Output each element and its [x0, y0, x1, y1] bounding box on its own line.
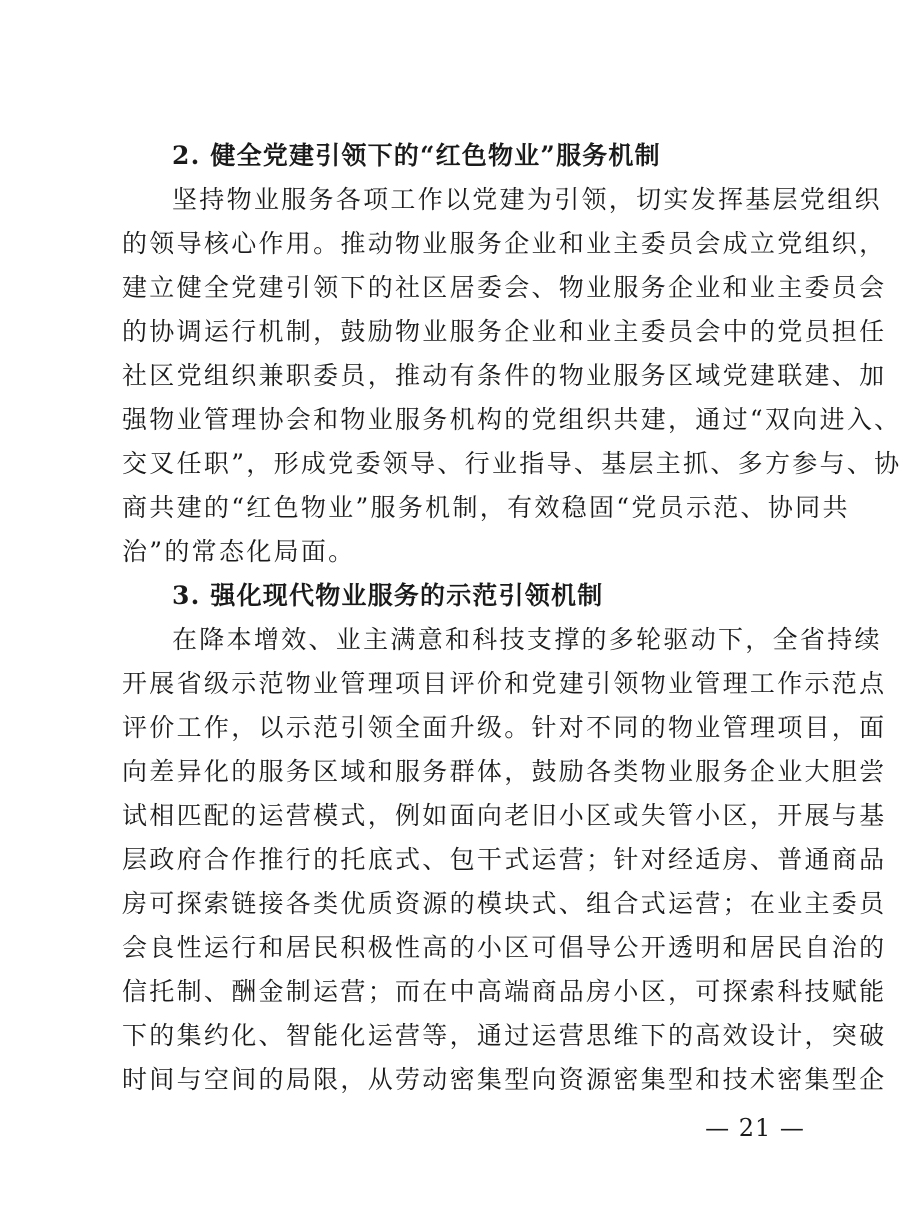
section-2-heading: 2. 健全党建引领下的“红色物业”服务机制: [172, 141, 661, 170]
paragraph-line: 试相匹配的运营模式，例如面向老旧小区或失管小区，开展与基: [122, 801, 887, 830]
paragraph-line: 坚持物业服务各项工作以党建为引领，切实发挥基层党组织: [172, 185, 882, 214]
paragraph-line: 房可探索链接各类优质资源的模块式、组合式运营；在业主委员: [122, 889, 887, 918]
paragraph-line: 在降本增效、业主满意和科技支撑的多轮驱动下，全省持续: [172, 625, 882, 654]
paragraph-line: 开展省级示范物业管理项目评价和党建引领物业管理工作示范点: [122, 669, 887, 698]
paragraph-line: 社区党组织兼职委员，推动有条件的物业服务区域党建联建、加: [122, 361, 887, 390]
paragraph-line: 治”的常态化局面。: [122, 537, 356, 566]
paragraph-line: 层政府合作推行的托底式、包干式运营；针对经适房、普通商品: [122, 845, 887, 874]
paragraph-line: 交叉任职”，形成党委领导、行业指导、基层主抓、多方参与、协: [122, 449, 902, 478]
paragraph-line: 会良性运行和居民积极性高的小区可倡导公开透明和居民自治的: [122, 933, 887, 962]
page-number: — 21 —: [705, 1114, 805, 1142]
paragraph-line: 向差异化的服务区域和服务群体，鼓励各类物业服务企业大胆尝: [122, 757, 887, 786]
paragraph-line: 评价工作，以示范引领全面升级。针对不同的物业管理项目，面: [122, 713, 887, 742]
paragraph-line: 的领导核心作用。推动物业服务企业和业主委员会成立党组织，: [122, 229, 887, 258]
section-3-heading: 3. 强化现代物业服务的示范引领机制: [172, 581, 604, 610]
paragraph-line: 信托制、酬金制运营；而在中高端商品房小区，可探索科技赋能: [122, 977, 887, 1006]
paragraph-line: 的协调运行机制，鼓励物业服务企业和业主委员会中的党员担任: [122, 317, 887, 346]
paragraph-line: 强物业管理协会和物业服务机构的党组织共建，通过“双向进入、: [122, 405, 902, 434]
paragraph-line: 时间与空间的局限，从劳动密集型向资源密集型和技术密集型企: [122, 1065, 887, 1094]
paragraph-line: 商共建的“红色物业”服务机制，有效稳固“党员示范、协同共: [122, 493, 850, 522]
paragraph-line: 下的集约化、智能化运营等，通过运营思维下的高效设计，突破: [122, 1021, 887, 1050]
paragraph-line: 建立健全党建引领下的社区居委会、物业服务企业和业主委员会: [122, 273, 887, 302]
